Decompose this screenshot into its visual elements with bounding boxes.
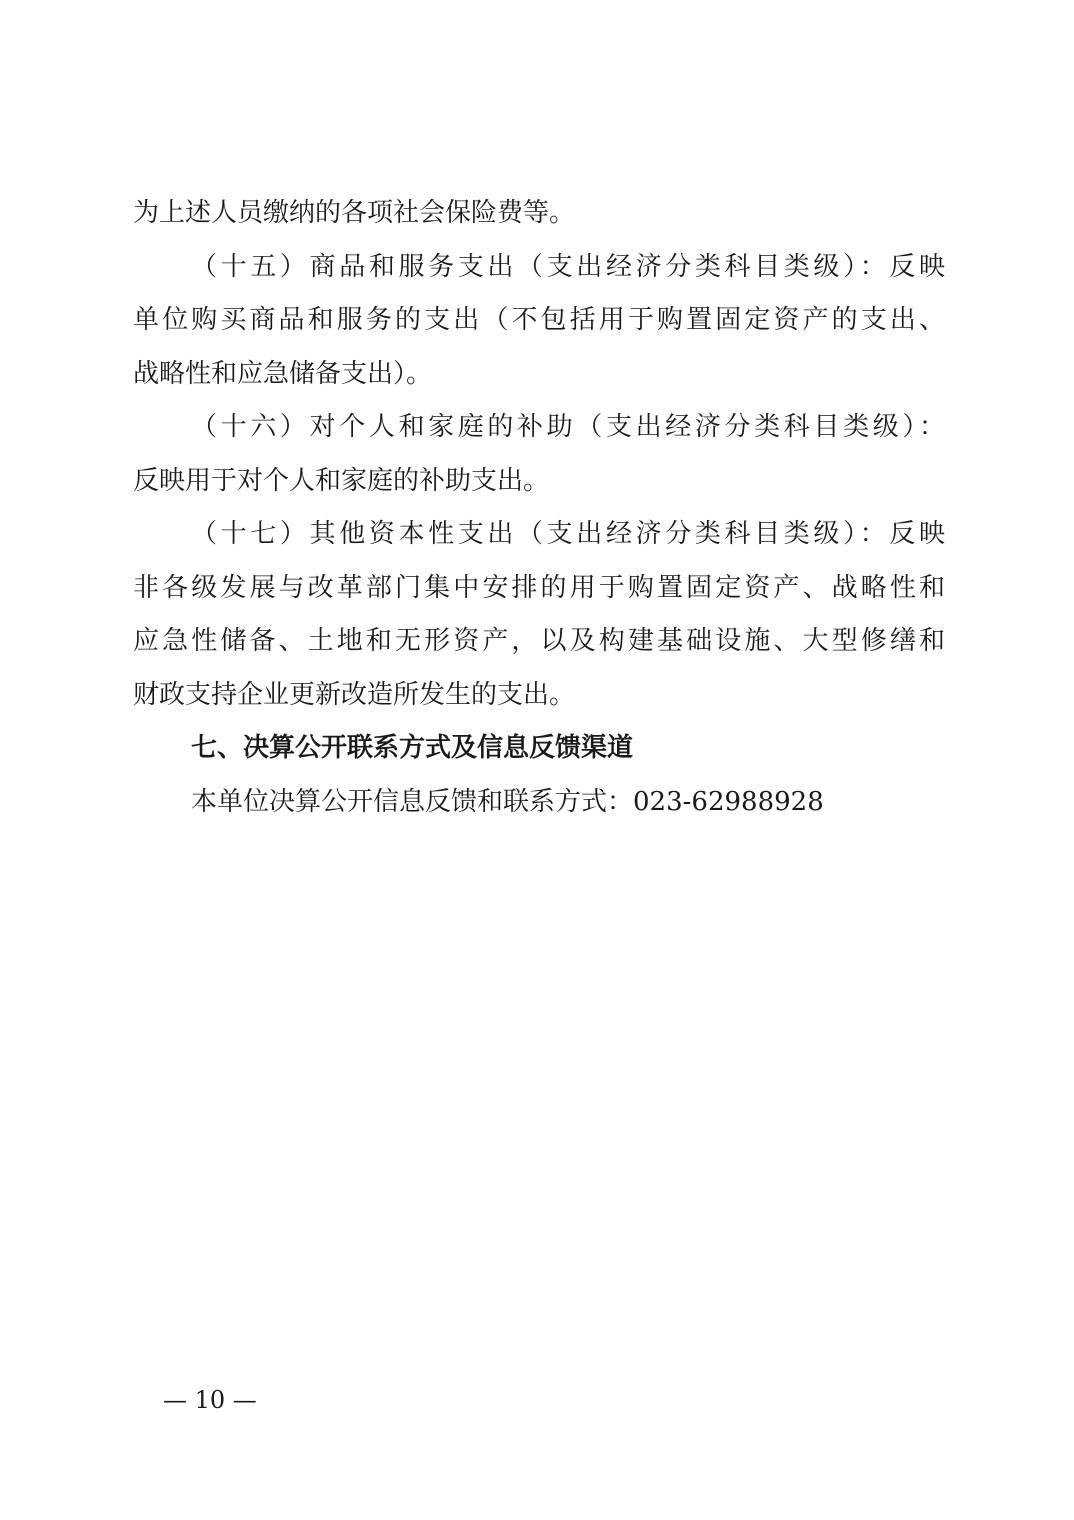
paragraph-line: （十七）其他资本性支出（支出经济分类科目类级）：反映 bbox=[191, 519, 945, 549]
paragraph-line: 战略性和应急储备支出）。 bbox=[133, 358, 433, 389]
paragraph-line: 财政支持企业更新改造所发生的支出。 bbox=[133, 679, 576, 710]
paragraph-line: 单位购买商品和服务的支出（不包括用于购置固定资产的支出、 bbox=[133, 305, 945, 335]
page-number: — 10 — bbox=[163, 1386, 257, 1414]
paragraph-line: （十六）对个人和家庭的补助（支出经济分类科目类级）： bbox=[191, 412, 945, 442]
contact-line: 本单位决算公开信息反馈和联系方式：023-62988928 bbox=[191, 786, 824, 817]
paragraph-line: 应急性储备、土地和无形资产，以及构建基础设施、大型修缮和 bbox=[133, 626, 945, 656]
paragraph-line: （十五）商品和服务支出（支出经济分类科目类级）：反映 bbox=[191, 251, 945, 282]
document-body bbox=[133, 187, 945, 829]
paragraph-line: 为上述人员缴纳的各项社会保险费等。 bbox=[133, 198, 576, 228]
section-heading: 七、决算公开联系方式及信息反馈渠道 bbox=[191, 733, 634, 763]
paragraph-line: 反映用于对个人和家庭的补助支出。 bbox=[133, 465, 550, 496]
paragraph-line: 非各级发展与改革部门集中安排的用于购置固定资产、战略性和 bbox=[133, 572, 945, 603]
